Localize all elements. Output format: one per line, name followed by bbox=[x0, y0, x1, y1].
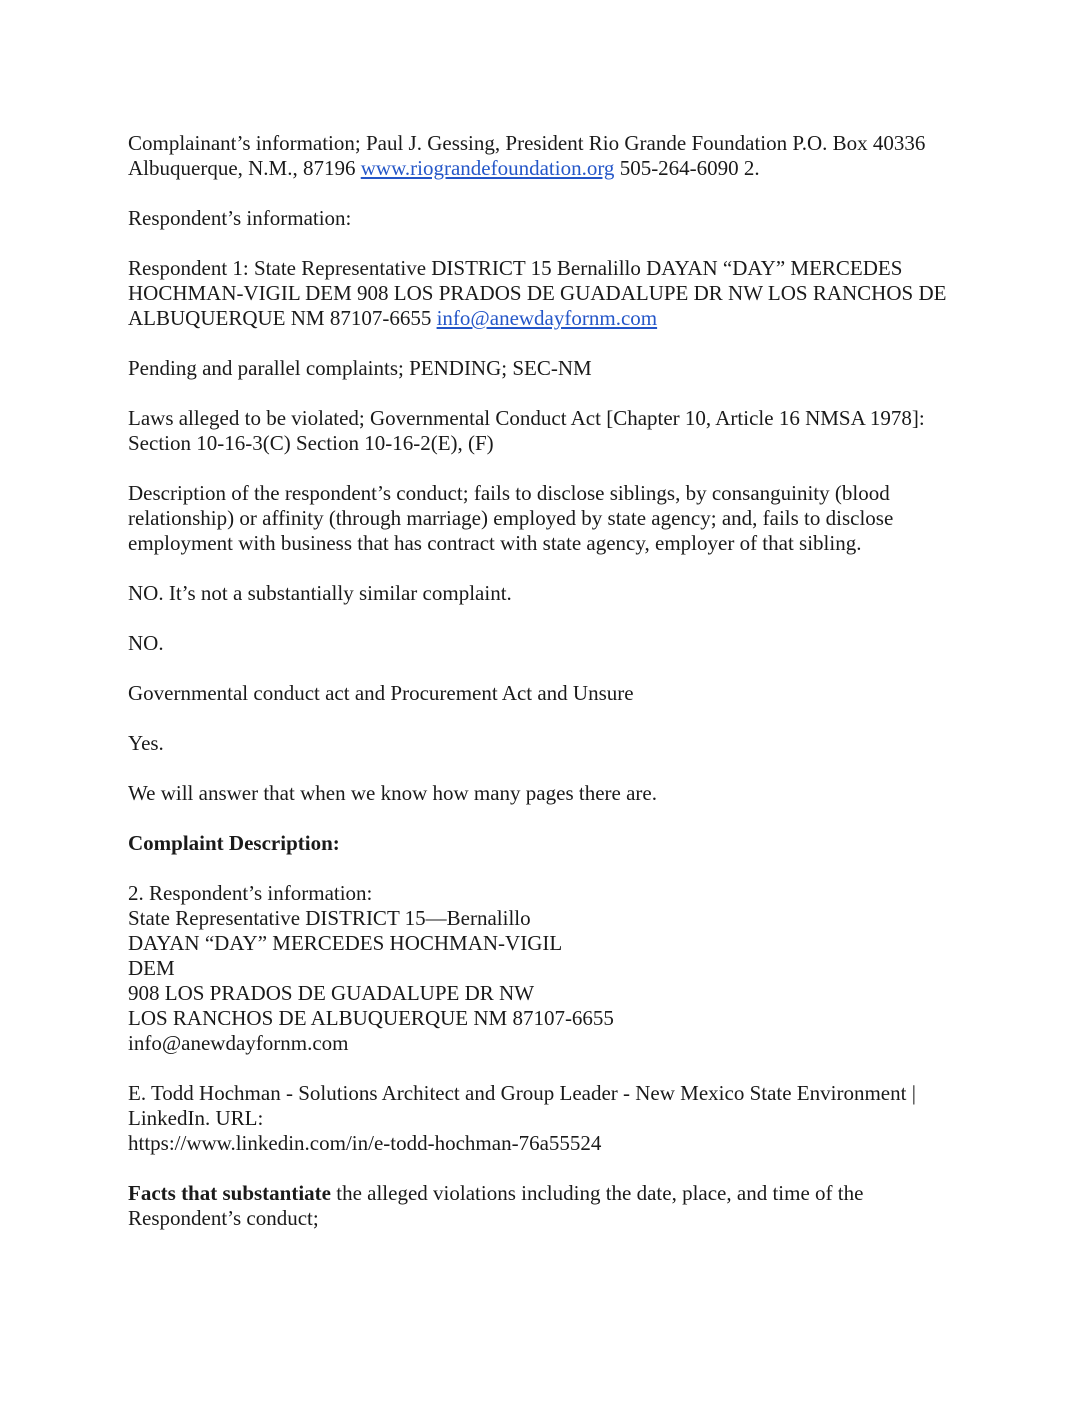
complaint-description-heading: Complaint Description: bbox=[128, 831, 340, 855]
riograndefoundation-link[interactable]: www.riograndefoundation.org bbox=[360, 156, 615, 180]
complainant-info-text: Complainant’s information; Paul J. Gessing, President Rio Grande Foundation P.O. Box 40336 Albuquerque, N.M., 87196 bbox=[128, 131, 926, 180]
respondent1-text: Respondent 1: State Representative DISTRICT 15 Bernalillo DAYAN “DAY” MERCEDES HOCHMAN-VIGIL DEM 908 LOS PRADOS DE GUADALUPE DR NW LOS RANCHOS DE ALBUQUERQUE NM 87107-6655 bbox=[128, 256, 947, 330]
paragraph-pages-answer: We will answer that when we know how many pages there are. bbox=[128, 781, 657, 805]
paragraph-respondent-heading: Respondent’s information: bbox=[128, 206, 352, 230]
respondent2-line-number: 2. Respondent’s information: bbox=[128, 881, 373, 905]
paragraph-answer-not-similar: NO. It’s not a substantially similar complaint. bbox=[128, 581, 512, 605]
respondent2-line-district: State Representative DISTRICT 15—Bernalillo bbox=[128, 906, 531, 930]
facts-bold-lead: Facts that substantiate bbox=[128, 1181, 331, 1205]
paragraph-linkedin-reference bbox=[128, 1081, 960, 1156]
linkedin-url-text: https://www.linkedin.com/in/e-todd-hochman-76a55524 bbox=[128, 1131, 602, 1155]
paragraph-pending-complaints: Pending and parallel complaints; PENDING; SEC-NM bbox=[128, 356, 592, 380]
facts-rest-text: the alleged violations including the date, place, and time of the Respondent’s conduct; bbox=[128, 1181, 864, 1230]
respondent2-line-party: DEM bbox=[128, 956, 175, 980]
respondent2-line-email: info@anewdayfornm.com bbox=[128, 1031, 349, 1055]
respondent2-line-city: LOS RANCHOS DE ALBUQUERQUE NM 87107-6655 bbox=[128, 1006, 614, 1030]
linkedin-reference-text: E. Todd Hochman - Solutions Architect and Group Leader - New Mexico State Environment | LinkedIn. URL: bbox=[128, 1081, 916, 1130]
paragraph-answer-no: NO. bbox=[128, 631, 164, 655]
respondent2-line-name: DAYAN “DAY” MERCEDES HOCHMAN-VIGIL bbox=[128, 931, 563, 955]
paragraph-answer-yes: Yes. bbox=[128, 731, 164, 755]
paragraph-facts-substantiate bbox=[128, 1181, 960, 1231]
respondent2-line-street: 908 LOS PRADOS DE GUADALUPE DR NW bbox=[128, 981, 535, 1005]
paragraph-conduct-description: Description of the respondent’s conduct; fails to disclose siblings, by consanguinity (blood relationship) or affinity (through marriage) employed by state agency; and, fails to disclose employment with business that has contract with state agency, employer of that sibling. bbox=[128, 481, 894, 555]
anewdayfornm-email-link[interactable]: info@anewdayfornm.com bbox=[436, 306, 658, 330]
complainant-info-tail: 505-264-6090 2. bbox=[614, 156, 760, 180]
paragraph-acts-line: Governmental conduct act and Procurement Act and Unsure bbox=[128, 681, 634, 705]
paragraph-respondent1-info bbox=[128, 256, 960, 331]
paragraph-complainant-info bbox=[128, 131, 960, 181]
paragraph-respondent2-block bbox=[128, 881, 960, 1056]
paragraph-laws-violated: Laws alleged to be violated; Governmental Conduct Act [Chapter 10, Article 16 NMSA 1978]: Section 10-16-3(C) Section 10-16-2(E), (F) bbox=[128, 406, 925, 455]
